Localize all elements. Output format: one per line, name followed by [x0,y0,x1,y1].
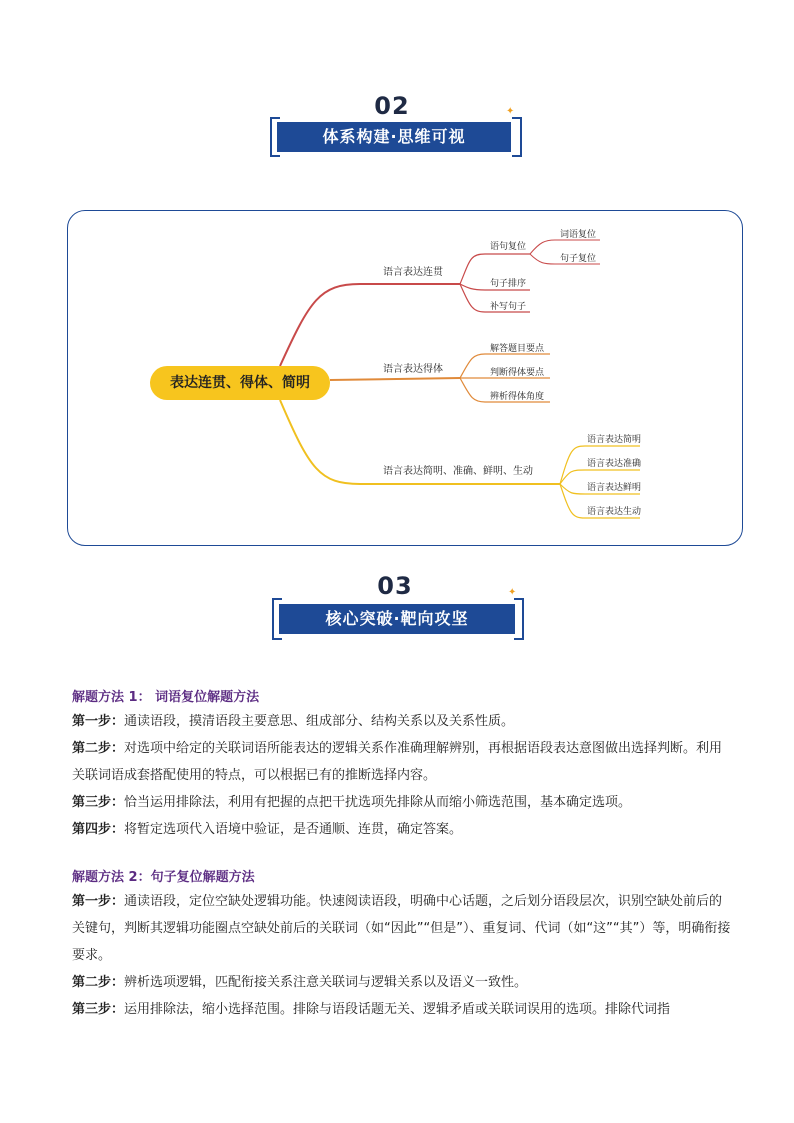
node-label: 词语复位 [560,230,597,240]
method-2-body [72,888,732,1023]
section-2-number: 02 [374,92,410,120]
node-label: 句子复位 [560,254,597,264]
node-label: 语言表达准确 [587,459,642,469]
node-label: 语言表达简明 [587,435,642,445]
step: 第二步：对选项中给定的关联词语所能表达的逻辑关系作准确理解辨别，再根据语段表达意图做出选择判断。利用关联词语成套搭配使用的特点，可以根据已有的推断选择内容。 [72,741,723,783]
method-2-title: 解题方法 2：句子复位解题方法 [72,870,255,885]
sparkle-icon: ✦ [508,587,517,598]
connector-branch-2 [330,378,460,380]
step: 第一步：通读语段，定位空缺处逻辑功能。快速阅读语段，明确中心话题，之后划分语段层次，识别空缺处前后的关键句，判断其逻辑功能圈点空缺处前后的关联词（如“因此”“但是”）、重复词、代词（如“这”“其”）等，明确衔接要求。 [72,894,731,963]
bracket-right [514,598,524,640]
branch-label: 语言表达连贯 [383,267,443,278]
sparkle-icon: ✦ [506,106,515,117]
node-label: 解答题目要点 [490,344,545,354]
node-label: 补写句子 [490,302,527,312]
node-label: 判断得体要点 [490,368,545,378]
method-1-body [72,708,732,843]
node-label: 语言表达鲜明 [587,483,642,493]
step: 第二步：辨析选项逻辑，匹配衔接关系注意关联词与逻辑关系以及语义一致性。 [72,975,528,990]
branch-label: 语言表达简明、准确、鲜明、生动 [383,466,533,477]
step: 第四步：将暂定选项代入语境中验证，是否通顺、连贯，确定答案。 [72,822,463,837]
section-3-title: 核心突破·靶向攻坚 [279,604,515,634]
node-label: 语句复位 [490,242,527,252]
node-label: 语言表达生动 [587,507,642,517]
section-2-title: 体系构建·思维可视 [277,122,511,152]
node-label: 句子排序 [490,279,527,289]
connector-branch-1 [280,284,460,366]
step: 第三步：恰当运用排除法，利用有把握的点把干扰选项先排除从而缩小筛选范围，基本确定选项。 [72,795,632,810]
branch-label: 语言表达得体 [383,364,443,375]
step: 第一步：通读语段，摸清语段主要意思、组成部分、结构关系以及关系性质。 [72,714,515,729]
mindmap-root: 表达连贯、得体、简明 [150,366,330,400]
method-1-title: 解题方法 1： 词语复位解题方法 [72,690,260,705]
node-label: 辨析得体角度 [490,392,545,402]
section-3-number: 03 [377,572,413,600]
step: 第三步：运用排除法，缩小选择范围。排除与语段话题无关、逻辑矛盾或关联词误用的选项。排除代词指 [72,1002,671,1017]
